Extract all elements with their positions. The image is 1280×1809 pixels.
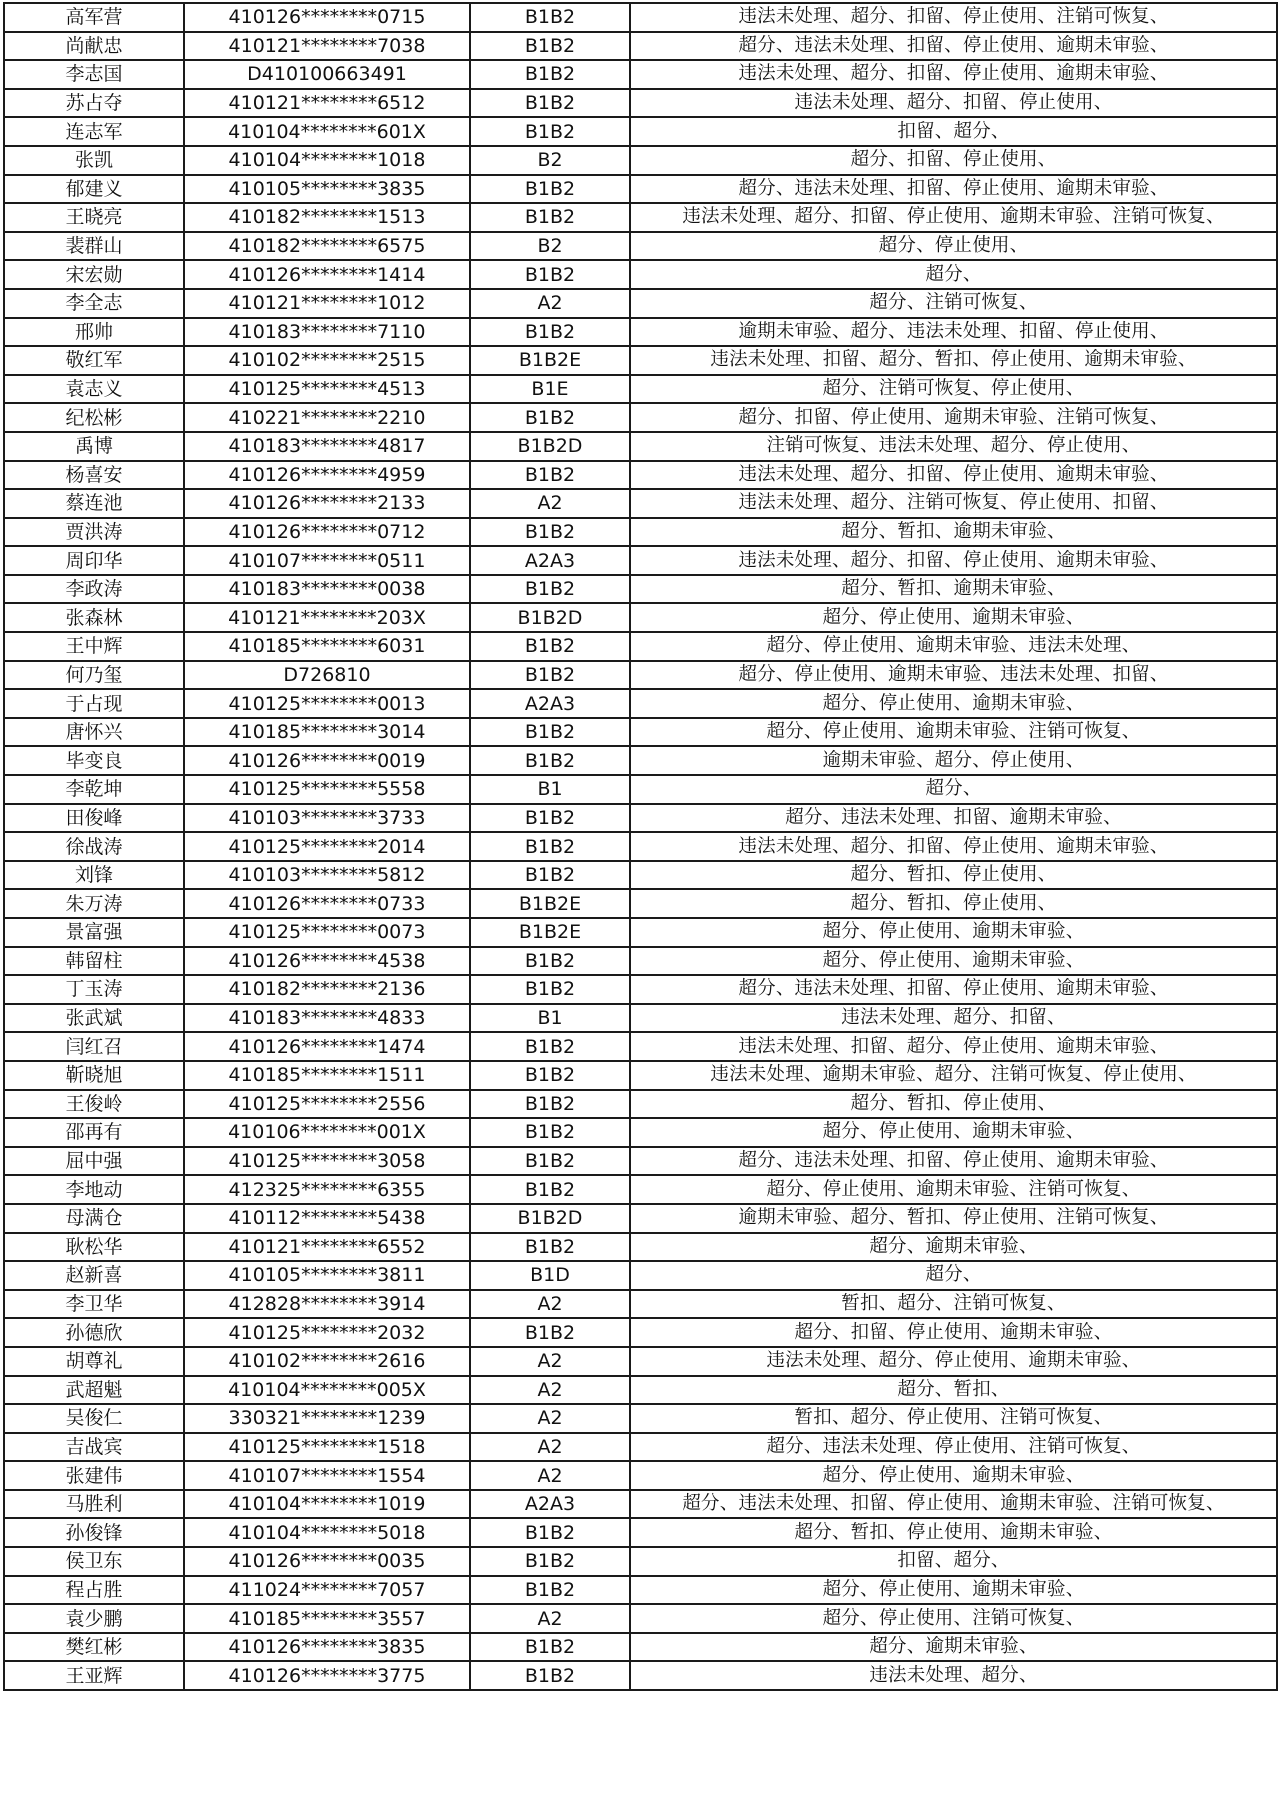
license-class-cell: B1B2 bbox=[470, 804, 630, 833]
table-row bbox=[4, 603, 1277, 632]
id-number-cell: 410182********6575 bbox=[184, 232, 470, 261]
id-number-cell: 410126********0712 bbox=[184, 518, 470, 547]
id-number-cell: 410125********4513 bbox=[184, 375, 470, 404]
driver-name-cell: 徐战涛 bbox=[4, 832, 184, 861]
id-number-cell: 410126********0035 bbox=[184, 1547, 470, 1576]
license-class-cell: B1B2 bbox=[470, 117, 630, 146]
id-number-cell: 410103********5812 bbox=[184, 861, 470, 890]
license-status-cell: 逾期未审验、超分、违法未处理、扣留、停止使用、 bbox=[630, 318, 1277, 347]
table-row bbox=[4, 1090, 1277, 1119]
license-class-cell: B1B2 bbox=[470, 1233, 630, 1262]
license-class-cell: B1B2 bbox=[470, 318, 630, 347]
table-row bbox=[4, 1376, 1277, 1405]
id-number-cell: 410107********0511 bbox=[184, 546, 470, 575]
license-status-cell: 超分、停止使用、逾期未审验、 bbox=[630, 947, 1277, 976]
table-row bbox=[4, 289, 1277, 318]
license-status-cell: 超分、违法未处理、扣留、停止使用、逾期未审验、 bbox=[630, 175, 1277, 204]
driver-name-cell: 韩留柱 bbox=[4, 947, 184, 976]
table-row bbox=[4, 889, 1277, 918]
id-number-cell: 410185********3557 bbox=[184, 1604, 470, 1633]
table-row bbox=[4, 1233, 1277, 1262]
license-status-cell: 超分、注销可恢复、 bbox=[630, 289, 1277, 318]
license-status-cell: 违法未处理、超分、扣留、 bbox=[630, 1004, 1277, 1033]
driver-name-cell: 袁志义 bbox=[4, 375, 184, 404]
driver-name-cell: 吉战宾 bbox=[4, 1433, 184, 1462]
driver-name-cell: 李政涛 bbox=[4, 575, 184, 604]
driver-name-cell: 何乃玺 bbox=[4, 661, 184, 690]
table-row bbox=[4, 1032, 1277, 1061]
license-status-cell: 违法未处理、超分、停止使用、逾期未审验、 bbox=[630, 1347, 1277, 1376]
license-class-cell: B1B2 bbox=[470, 975, 630, 1004]
license-class-cell: B1B2E bbox=[470, 918, 630, 947]
id-number-cell: 410121********203X bbox=[184, 603, 470, 632]
driver-name-cell: 王亚辉 bbox=[4, 1661, 184, 1690]
table-row bbox=[4, 403, 1277, 432]
driver-name-cell: 纪松彬 bbox=[4, 403, 184, 432]
license-status-cell: 扣留、超分、 bbox=[630, 1547, 1277, 1576]
license-status-cell: 超分、停止使用、逾期未审验、违法未处理、扣留、 bbox=[630, 661, 1277, 690]
driver-name-cell: 邵再有 bbox=[4, 1118, 184, 1147]
id-number-cell: 410121********7038 bbox=[184, 32, 470, 61]
driver-name-cell: 闫红召 bbox=[4, 1032, 184, 1061]
id-number-cell: 410126********3835 bbox=[184, 1633, 470, 1662]
driver-name-cell: 胡尊礼 bbox=[4, 1347, 184, 1376]
license-class-cell: B1B2 bbox=[470, 1661, 630, 1690]
driver-name-cell: 田俊峰 bbox=[4, 804, 184, 833]
driver-name-cell: 李志国 bbox=[4, 60, 184, 89]
driver-name-cell: 靳晓旭 bbox=[4, 1061, 184, 1090]
license-class-cell: A2 bbox=[470, 289, 630, 318]
license-class-cell: B1B2D bbox=[470, 1204, 630, 1233]
license-class-cell: B2 bbox=[470, 146, 630, 175]
table-row bbox=[4, 1433, 1277, 1462]
id-number-cell: 410125********0073 bbox=[184, 918, 470, 947]
license-status-cell: 违法未处理、逾期未审验、超分、注销可恢复、停止使用、 bbox=[630, 1061, 1277, 1090]
driver-name-cell: 朱万涛 bbox=[4, 889, 184, 918]
table-row bbox=[4, 975, 1277, 1004]
table-row bbox=[4, 804, 1277, 833]
license-status-cell: 超分、违法未处理、扣留、停止使用、逾期未审验、注销可恢复、 bbox=[630, 1490, 1277, 1519]
license-status-cell: 超分、暂扣、停止使用、逾期未审验、 bbox=[630, 1518, 1277, 1547]
table-row bbox=[4, 1661, 1277, 1690]
table-row bbox=[4, 3, 1277, 32]
license-class-cell: A2 bbox=[470, 1433, 630, 1462]
id-number-cell: 410121********6512 bbox=[184, 89, 470, 118]
license-class-cell: B1B2 bbox=[470, 718, 630, 747]
table-row bbox=[4, 32, 1277, 61]
id-number-cell: 410104********005X bbox=[184, 1376, 470, 1405]
table-row bbox=[4, 260, 1277, 289]
driver-name-cell: 裴群山 bbox=[4, 232, 184, 261]
license-status-cell: 扣留、超分、 bbox=[630, 117, 1277, 146]
id-number-cell: 410182********2136 bbox=[184, 975, 470, 1004]
table-row bbox=[4, 1490, 1277, 1519]
license-class-cell: B1B2 bbox=[470, 518, 630, 547]
table-row bbox=[4, 632, 1277, 661]
table-row bbox=[4, 1604, 1277, 1633]
id-number-cell: 410221********2210 bbox=[184, 403, 470, 432]
driver-name-cell: 武超魁 bbox=[4, 1376, 184, 1405]
license-class-cell: A2A3 bbox=[470, 546, 630, 575]
table-row bbox=[4, 1347, 1277, 1376]
table-row bbox=[4, 546, 1277, 575]
table-row bbox=[4, 661, 1277, 690]
driver-name-cell: 蔡连池 bbox=[4, 489, 184, 518]
id-number-cell: 410102********2515 bbox=[184, 346, 470, 375]
driver-name-cell: 王中辉 bbox=[4, 632, 184, 661]
license-class-cell: A2 bbox=[470, 1376, 630, 1405]
id-number-cell: 410107********1554 bbox=[184, 1461, 470, 1490]
license-class-cell: B1B2 bbox=[470, 1061, 630, 1090]
id-number-cell: 410183********7110 bbox=[184, 318, 470, 347]
license-class-cell: B1B2 bbox=[470, 3, 630, 32]
id-number-cell: 412828********3914 bbox=[184, 1290, 470, 1319]
license-status-table bbox=[3, 2, 1278, 1691]
license-status-cell: 超分、停止使用、逾期未审验、 bbox=[630, 1576, 1277, 1605]
license-class-cell: B1 bbox=[470, 775, 630, 804]
table-row bbox=[4, 1461, 1277, 1490]
driver-name-cell: 李乾坤 bbox=[4, 775, 184, 804]
table-row bbox=[4, 1261, 1277, 1290]
driver-name-cell: 王俊岭 bbox=[4, 1090, 184, 1119]
driver-name-cell: 郁建义 bbox=[4, 175, 184, 204]
id-number-cell: 410103********3733 bbox=[184, 804, 470, 833]
driver-name-cell: 连志军 bbox=[4, 117, 184, 146]
table-row bbox=[4, 432, 1277, 461]
license-class-cell: B1B2 bbox=[470, 260, 630, 289]
driver-name-cell: 景富强 bbox=[4, 918, 184, 947]
license-status-cell: 注销可恢复、违法未处理、超分、停止使用、 bbox=[630, 432, 1277, 461]
driver-name-cell: 宋宏勋 bbox=[4, 260, 184, 289]
driver-name-cell: 苏占夺 bbox=[4, 89, 184, 118]
driver-name-cell: 李全志 bbox=[4, 289, 184, 318]
driver-name-cell: 吴俊仁 bbox=[4, 1404, 184, 1433]
license-class-cell: A2 bbox=[470, 489, 630, 518]
license-class-cell: B1B2 bbox=[470, 203, 630, 232]
table-row bbox=[4, 489, 1277, 518]
id-number-cell: 410126********0733 bbox=[184, 889, 470, 918]
license-class-cell: B1B2 bbox=[470, 661, 630, 690]
driver-name-cell: 贾洪涛 bbox=[4, 518, 184, 547]
driver-name-cell: 敬红军 bbox=[4, 346, 184, 375]
driver-name-cell: 张建伟 bbox=[4, 1461, 184, 1490]
id-number-cell: 410106********001X bbox=[184, 1118, 470, 1147]
license-status-cell: 超分、逾期未审验、 bbox=[630, 1233, 1277, 1262]
license-status-cell: 超分、 bbox=[630, 775, 1277, 804]
license-class-cell: B1B2 bbox=[470, 1576, 630, 1605]
table-row bbox=[4, 203, 1277, 232]
driver-name-cell: 张凯 bbox=[4, 146, 184, 175]
license-status-cell: 超分、暂扣、逾期未审验、 bbox=[630, 575, 1277, 604]
license-status-cell: 逾期未审验、超分、暂扣、停止使用、注销可恢复、 bbox=[630, 1204, 1277, 1233]
driver-name-cell: 赵新喜 bbox=[4, 1261, 184, 1290]
id-number-cell: 410125********2014 bbox=[184, 832, 470, 861]
table-row bbox=[4, 1576, 1277, 1605]
license-status-cell: 超分、停止使用、逾期未审验、 bbox=[630, 603, 1277, 632]
driver-name-cell: 侯卫东 bbox=[4, 1547, 184, 1576]
license-status-cell: 超分、暂扣、停止使用、 bbox=[630, 861, 1277, 890]
table-row bbox=[4, 775, 1277, 804]
license-class-cell: B1B2 bbox=[470, 461, 630, 490]
driver-name-cell: 唐怀兴 bbox=[4, 718, 184, 747]
driver-license-table-page bbox=[3, 2, 1276, 1691]
id-number-cell: 412325********6355 bbox=[184, 1175, 470, 1204]
license-status-cell: 超分、暂扣、逾期未审验、 bbox=[630, 518, 1277, 547]
id-number-cell: 411024********7057 bbox=[184, 1576, 470, 1605]
license-class-cell: B1B2D bbox=[470, 603, 630, 632]
license-class-cell: B1B2 bbox=[470, 1175, 630, 1204]
id-number-cell: 410183********4833 bbox=[184, 1004, 470, 1033]
id-number-cell: 410121********1012 bbox=[184, 289, 470, 318]
license-status-cell: 超分、 bbox=[630, 1261, 1277, 1290]
license-class-cell: A2 bbox=[470, 1461, 630, 1490]
table-row bbox=[4, 1518, 1277, 1547]
license-status-cell: 超分、停止使用、 bbox=[630, 232, 1277, 261]
license-status-cell: 超分、停止使用、逾期未审验、违法未处理、 bbox=[630, 632, 1277, 661]
license-status-cell: 超分、违法未处理、扣留、停止使用、逾期未审验、 bbox=[630, 975, 1277, 1004]
driver-name-cell: 尚献忠 bbox=[4, 32, 184, 61]
license-status-cell: 超分、暂扣、 bbox=[630, 1376, 1277, 1405]
license-class-cell: B1B2 bbox=[470, 60, 630, 89]
license-status-cell: 超分、停止使用、逾期未审验、注销可恢复、 bbox=[630, 718, 1277, 747]
license-status-cell: 超分、停止使用、逾期未审验、 bbox=[630, 918, 1277, 947]
license-status-cell: 违法未处理、超分、扣留、停止使用、逾期未审验、 bbox=[630, 832, 1277, 861]
license-status-cell: 违法未处理、超分、扣留、停止使用、 bbox=[630, 89, 1277, 118]
table-row bbox=[4, 175, 1277, 204]
id-number-cell: 410185********3014 bbox=[184, 718, 470, 747]
id-number-cell: 410125********2032 bbox=[184, 1318, 470, 1347]
license-class-cell: B1D bbox=[470, 1261, 630, 1290]
license-status-cell: 超分、违法未处理、扣留、逾期未审验、 bbox=[630, 804, 1277, 833]
driver-name-cell: 李卫华 bbox=[4, 1290, 184, 1319]
driver-name-cell: 毕变良 bbox=[4, 746, 184, 775]
license-status-cell: 超分、停止使用、逾期未审验、注销可恢复、 bbox=[630, 1175, 1277, 1204]
license-class-cell: B1B2 bbox=[470, 1633, 630, 1662]
driver-name-cell: 杨喜安 bbox=[4, 461, 184, 490]
driver-name-cell: 樊红彬 bbox=[4, 1633, 184, 1662]
id-number-cell: 410104********1018 bbox=[184, 146, 470, 175]
id-number-cell: 410182********1513 bbox=[184, 203, 470, 232]
table-row bbox=[4, 1061, 1277, 1090]
table-row bbox=[4, 60, 1277, 89]
driver-name-cell: 程占胜 bbox=[4, 1576, 184, 1605]
table-row bbox=[4, 346, 1277, 375]
license-class-cell: B1B2 bbox=[470, 175, 630, 204]
table-row bbox=[4, 518, 1277, 547]
license-status-cell: 违法未处理、超分、 bbox=[630, 1661, 1277, 1690]
table-row bbox=[4, 718, 1277, 747]
id-number-cell: 410126********3775 bbox=[184, 1661, 470, 1690]
license-class-cell: B1B2 bbox=[470, 832, 630, 861]
id-number-cell: D726810 bbox=[184, 661, 470, 690]
license-status-cell: 超分、扣留、停止使用、逾期未审验、注销可恢复、 bbox=[630, 403, 1277, 432]
license-class-cell: B1B2 bbox=[470, 1032, 630, 1061]
id-number-cell: 410183********4817 bbox=[184, 432, 470, 461]
table-row bbox=[4, 1118, 1277, 1147]
driver-name-cell: 屈中强 bbox=[4, 1147, 184, 1176]
license-class-cell: B1B2 bbox=[470, 746, 630, 775]
id-number-cell: 410126********0715 bbox=[184, 3, 470, 32]
license-class-cell: B1B2 bbox=[470, 947, 630, 976]
table-row bbox=[4, 461, 1277, 490]
table-row bbox=[4, 1290, 1277, 1319]
id-number-cell: 410126********1414 bbox=[184, 260, 470, 289]
license-class-cell: B1E bbox=[470, 375, 630, 404]
license-status-cell: 超分、扣留、停止使用、逾期未审验、 bbox=[630, 1318, 1277, 1347]
driver-name-cell: 周印华 bbox=[4, 546, 184, 575]
license-class-cell: A2 bbox=[470, 1404, 630, 1433]
license-status-cell: 超分、停止使用、逾期未审验、 bbox=[630, 689, 1277, 718]
license-class-cell: B1B2E bbox=[470, 889, 630, 918]
id-number-cell: 410102********2616 bbox=[184, 1347, 470, 1376]
driver-name-cell: 李地动 bbox=[4, 1175, 184, 1204]
driver-name-cell: 禹博 bbox=[4, 432, 184, 461]
id-number-cell: 410112********5438 bbox=[184, 1204, 470, 1233]
table-row bbox=[4, 1004, 1277, 1033]
id-number-cell: 410126********2133 bbox=[184, 489, 470, 518]
license-class-cell: B1B2 bbox=[470, 861, 630, 890]
license-class-cell: B2 bbox=[470, 232, 630, 261]
table-row bbox=[4, 861, 1277, 890]
table-row bbox=[4, 918, 1277, 947]
license-class-cell: B1B2E bbox=[470, 346, 630, 375]
license-class-cell: B1B2 bbox=[470, 632, 630, 661]
license-class-cell: A2A3 bbox=[470, 1490, 630, 1519]
table-body bbox=[4, 3, 1277, 1690]
license-status-cell: 超分、扣留、停止使用、 bbox=[630, 146, 1277, 175]
id-number-cell: 410185********1511 bbox=[184, 1061, 470, 1090]
id-number-cell: 410104********1019 bbox=[184, 1490, 470, 1519]
table-row bbox=[4, 1404, 1277, 1433]
license-class-cell: A2 bbox=[470, 1347, 630, 1376]
license-status-cell: 违法未处理、扣留、超分、停止使用、逾期未审验、 bbox=[630, 1032, 1277, 1061]
table-row bbox=[4, 575, 1277, 604]
license-class-cell: B1B2 bbox=[470, 1147, 630, 1176]
table-row bbox=[4, 1175, 1277, 1204]
id-number-cell: 410126********4959 bbox=[184, 461, 470, 490]
driver-name-cell: 耿松华 bbox=[4, 1233, 184, 1262]
table-row bbox=[4, 1547, 1277, 1576]
license-status-cell: 超分、 bbox=[630, 260, 1277, 289]
driver-name-cell: 刘锋 bbox=[4, 861, 184, 890]
license-status-cell: 违法未处理、超分、注销可恢复、停止使用、扣留、 bbox=[630, 489, 1277, 518]
id-number-cell: 410121********6552 bbox=[184, 1233, 470, 1262]
id-number-cell: 410183********0038 bbox=[184, 575, 470, 604]
license-status-cell: 超分、注销可恢复、停止使用、 bbox=[630, 375, 1277, 404]
id-number-cell: 410105********3835 bbox=[184, 175, 470, 204]
id-number-cell: 410125********5558 bbox=[184, 775, 470, 804]
license-status-cell: 违法未处理、超分、扣留、停止使用、逾期未审验、 bbox=[630, 461, 1277, 490]
id-number-cell: 410125********2556 bbox=[184, 1090, 470, 1119]
driver-name-cell: 张武斌 bbox=[4, 1004, 184, 1033]
license-status-cell: 违法未处理、超分、扣留、停止使用、注销可恢复、 bbox=[630, 3, 1277, 32]
license-status-cell: 超分、违法未处理、停止使用、注销可恢复、 bbox=[630, 1433, 1277, 1462]
license-class-cell: B1B2D bbox=[470, 432, 630, 461]
license-class-cell: B1B2 bbox=[470, 1318, 630, 1347]
license-class-cell: B1B2 bbox=[470, 32, 630, 61]
table-row bbox=[4, 375, 1277, 404]
license-class-cell: B1B2 bbox=[470, 1118, 630, 1147]
license-class-cell: B1B2 bbox=[470, 1518, 630, 1547]
id-number-cell: 410126********4538 bbox=[184, 947, 470, 976]
table-row bbox=[4, 232, 1277, 261]
table-row bbox=[4, 746, 1277, 775]
license-status-cell: 超分、停止使用、注销可恢复、 bbox=[630, 1604, 1277, 1633]
driver-name-cell: 丁玉涛 bbox=[4, 975, 184, 1004]
driver-name-cell: 母满仓 bbox=[4, 1204, 184, 1233]
license-status-cell: 暂扣、超分、注销可恢复、 bbox=[630, 1290, 1277, 1319]
license-status-cell: 超分、暂扣、停止使用、 bbox=[630, 1090, 1277, 1119]
table-row bbox=[4, 1204, 1277, 1233]
driver-name-cell: 袁少鹏 bbox=[4, 1604, 184, 1633]
license-class-cell: B1B2 bbox=[470, 575, 630, 604]
id-number-cell: 410126********1474 bbox=[184, 1032, 470, 1061]
license-class-cell: A2A3 bbox=[470, 689, 630, 718]
table-row bbox=[4, 689, 1277, 718]
license-status-cell: 违法未处理、超分、扣留、停止使用、逾期未审验、 bbox=[630, 60, 1277, 89]
id-number-cell: 330321********1239 bbox=[184, 1404, 470, 1433]
driver-name-cell: 孙俊锋 bbox=[4, 1518, 184, 1547]
id-number-cell: 410125********0013 bbox=[184, 689, 470, 718]
table-row bbox=[4, 146, 1277, 175]
id-number-cell: 410125********3058 bbox=[184, 1147, 470, 1176]
license-status-cell: 超分、停止使用、逾期未审验、 bbox=[630, 1461, 1277, 1490]
table-row bbox=[4, 832, 1277, 861]
table-row bbox=[4, 1633, 1277, 1662]
table-row bbox=[4, 947, 1277, 976]
license-status-cell: 逾期未审验、超分、停止使用、 bbox=[630, 746, 1277, 775]
id-number-cell: 410126********0019 bbox=[184, 746, 470, 775]
driver-name-cell: 邢帅 bbox=[4, 318, 184, 347]
license-status-cell: 超分、违法未处理、扣留、停止使用、逾期未审验、 bbox=[630, 32, 1277, 61]
license-status-cell: 暂扣、超分、停止使用、注销可恢复、 bbox=[630, 1404, 1277, 1433]
table-row bbox=[4, 1318, 1277, 1347]
id-number-cell: 410104********601X bbox=[184, 117, 470, 146]
license-status-cell: 超分、暂扣、停止使用、 bbox=[630, 889, 1277, 918]
license-class-cell: B1B2 bbox=[470, 89, 630, 118]
id-number-cell: 410105********3811 bbox=[184, 1261, 470, 1290]
id-number-cell: 410185********6031 bbox=[184, 632, 470, 661]
license-class-cell: B1B2 bbox=[470, 1547, 630, 1576]
license-status-cell: 违法未处理、超分、扣留、停止使用、逾期未审验、 bbox=[630, 546, 1277, 575]
table-row bbox=[4, 1147, 1277, 1176]
license-class-cell: B1B2 bbox=[470, 403, 630, 432]
driver-name-cell: 张森林 bbox=[4, 603, 184, 632]
driver-name-cell: 孙德欣 bbox=[4, 1318, 184, 1347]
table-row bbox=[4, 117, 1277, 146]
license-class-cell: B1B2 bbox=[470, 1090, 630, 1119]
id-number-cell: 410125********1518 bbox=[184, 1433, 470, 1462]
driver-name-cell: 高军营 bbox=[4, 3, 184, 32]
license-class-cell: A2 bbox=[470, 1604, 630, 1633]
driver-name-cell: 马胜利 bbox=[4, 1490, 184, 1519]
id-number-cell: 410104********5018 bbox=[184, 1518, 470, 1547]
license-status-cell: 超分、违法未处理、扣留、停止使用、逾期未审验、 bbox=[630, 1147, 1277, 1176]
license-status-cell: 超分、停止使用、逾期未审验、 bbox=[630, 1118, 1277, 1147]
license-status-cell: 违法未处理、扣留、超分、暂扣、停止使用、逾期未审验、 bbox=[630, 346, 1277, 375]
license-class-cell: A2 bbox=[470, 1290, 630, 1319]
id-number-cell: D410100663491 bbox=[184, 60, 470, 89]
license-status-cell: 超分、逾期未审验、 bbox=[630, 1633, 1277, 1662]
table-row bbox=[4, 318, 1277, 347]
driver-name-cell: 王晓亮 bbox=[4, 203, 184, 232]
license-class-cell: B1 bbox=[470, 1004, 630, 1033]
table-row bbox=[4, 89, 1277, 118]
driver-name-cell: 于占现 bbox=[4, 689, 184, 718]
license-status-cell: 违法未处理、超分、扣留、停止使用、逾期未审验、注销可恢复、 bbox=[630, 203, 1277, 232]
